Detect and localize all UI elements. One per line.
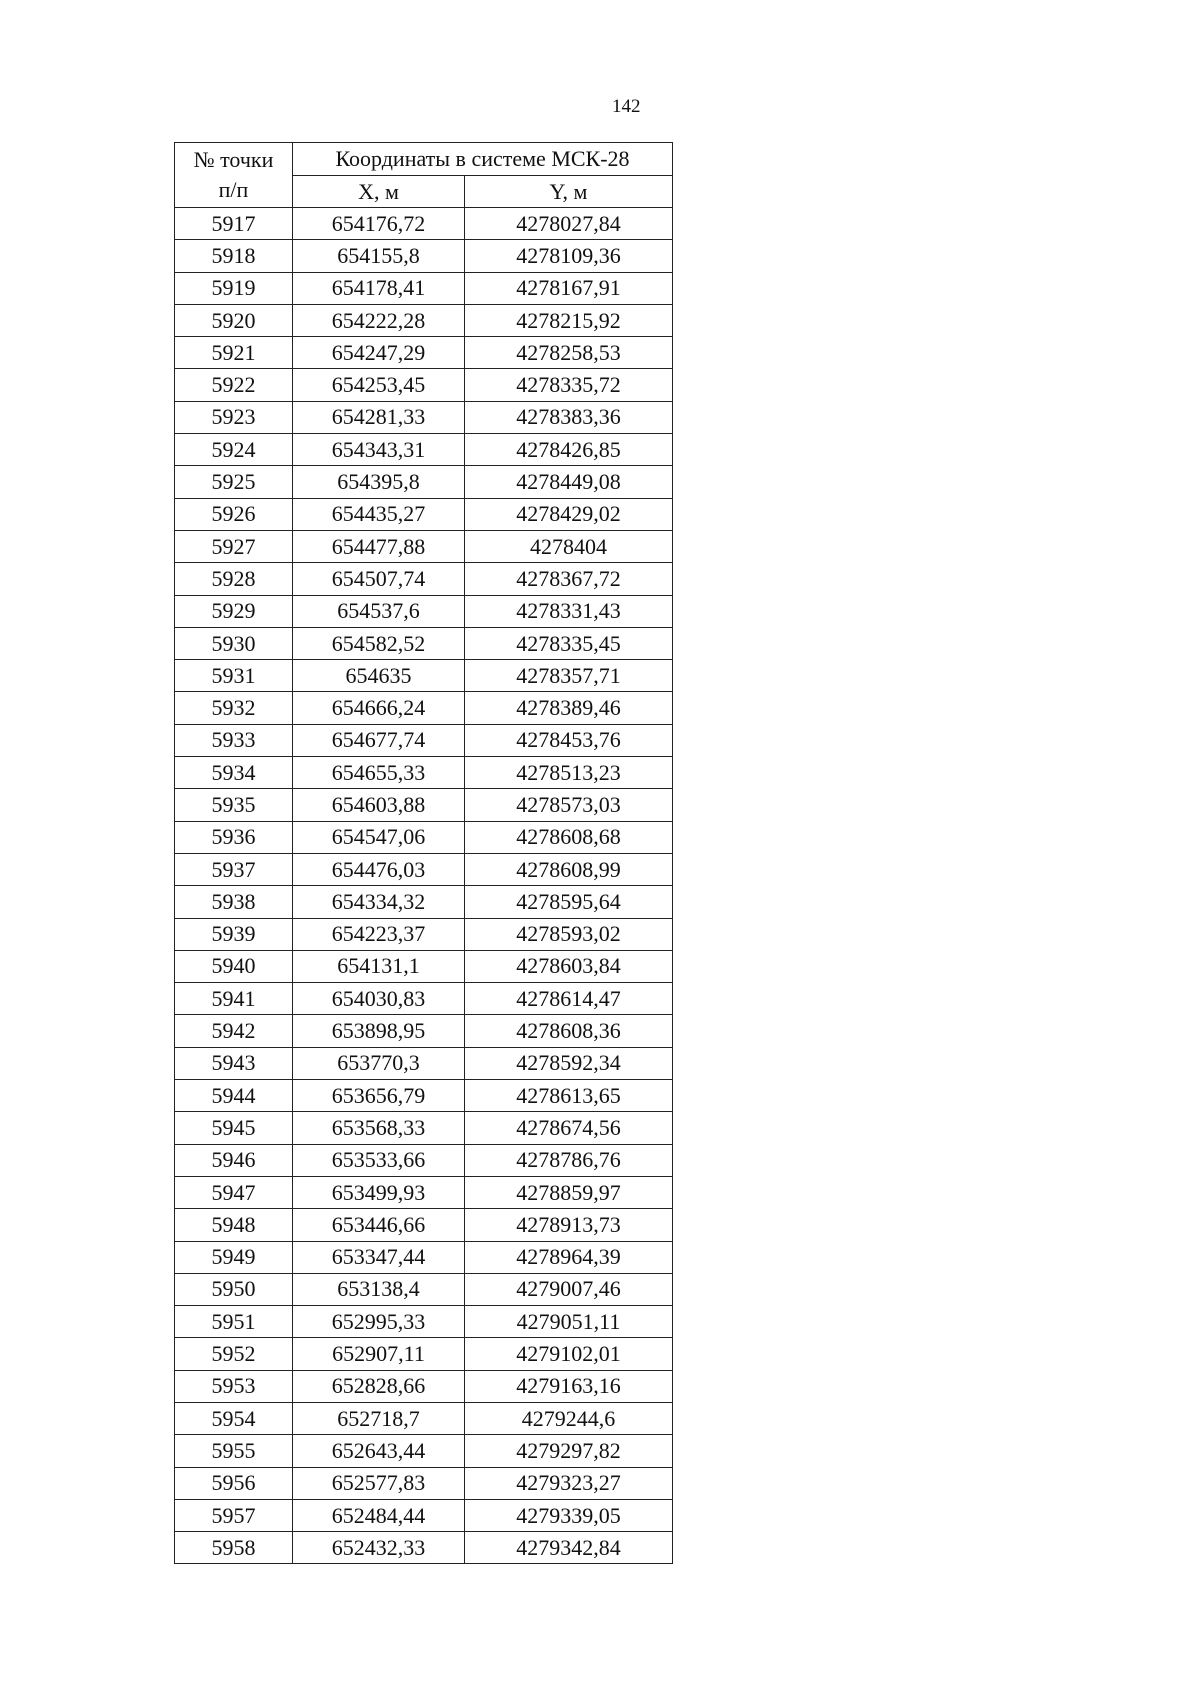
cell-y: 4278335,45: [465, 627, 673, 659]
cell-x: 653347,44: [293, 1241, 465, 1273]
cell-point-number: 5942: [175, 1015, 293, 1047]
cell-x: 654223,37: [293, 918, 465, 950]
cell-point-number: 5955: [175, 1435, 293, 1467]
table-row: [175, 821, 673, 853]
cell-x: 652907,11: [293, 1338, 465, 1370]
cell-y: 4278964,39: [465, 1241, 673, 1273]
cell-y: 4278603,84: [465, 950, 673, 982]
cell-point-number: 5947: [175, 1176, 293, 1208]
table-row: [175, 789, 673, 821]
cell-y: 4278335,72: [465, 369, 673, 401]
cell-x: 654395,8: [293, 466, 465, 498]
cell-point-number: 5926: [175, 498, 293, 530]
table-row: [175, 337, 673, 369]
cell-point-number: 5928: [175, 563, 293, 595]
table-row: [175, 886, 673, 918]
header-coordinates-group: Координаты в системе МСК-28: [293, 143, 673, 176]
table-row: [175, 918, 673, 950]
cell-y: 4278513,23: [465, 757, 673, 789]
cell-point-number: 5949: [175, 1241, 293, 1273]
table-row: [175, 1241, 673, 1273]
table-row: [175, 1080, 673, 1112]
table-row: [175, 1499, 673, 1531]
cell-y: 4278449,08: [465, 466, 673, 498]
cell-point-number: 5937: [175, 853, 293, 885]
cell-point-number: 5953: [175, 1370, 293, 1402]
cell-y: 4278215,92: [465, 304, 673, 336]
cell-point-number: 5919: [175, 272, 293, 304]
cell-y: 4278913,73: [465, 1209, 673, 1241]
cell-point-number: 5957: [175, 1499, 293, 1531]
table-row: [175, 304, 673, 336]
cell-y: 4278593,02: [465, 918, 673, 950]
cell-point-number: 5940: [175, 950, 293, 982]
table-row: [175, 498, 673, 530]
table-row: [175, 1402, 673, 1434]
table-row: [175, 530, 673, 562]
table-row: [175, 208, 673, 240]
cell-x: 654253,45: [293, 369, 465, 401]
table-row: [175, 466, 673, 498]
cell-point-number: 5956: [175, 1467, 293, 1499]
cell-x: 654477,88: [293, 530, 465, 562]
table-row: [175, 1015, 673, 1047]
cell-point-number: 5935: [175, 789, 293, 821]
cell-x: 654547,06: [293, 821, 465, 853]
cell-x: 654666,24: [293, 692, 465, 724]
cell-y: 4278595,64: [465, 886, 673, 918]
cell-point-number: 5929: [175, 595, 293, 627]
cell-x: 653138,4: [293, 1273, 465, 1305]
cell-x: 654131,1: [293, 950, 465, 982]
cell-point-number: 5917: [175, 208, 293, 240]
table-row: [175, 1144, 673, 1176]
table-row: [175, 1273, 673, 1305]
table-row: [175, 983, 673, 1015]
cell-point-number: 5939: [175, 918, 293, 950]
cell-x: 654176,72: [293, 208, 465, 240]
table-body: [175, 208, 673, 1564]
table-row: [175, 595, 673, 627]
cell-y: 4278613,65: [465, 1080, 673, 1112]
cell-y: 4278426,85: [465, 434, 673, 466]
table-row: [175, 401, 673, 433]
header-y: Y, м: [465, 176, 673, 208]
cell-x: 654247,29: [293, 337, 465, 369]
table-row: [175, 950, 673, 982]
cell-x: 654507,74: [293, 563, 465, 595]
cell-y: 4278404: [465, 530, 673, 562]
cell-x: 652484,44: [293, 1499, 465, 1531]
cell-point-number: 5954: [175, 1402, 293, 1434]
table-row: [175, 1209, 673, 1241]
cell-y: 4278608,36: [465, 1015, 673, 1047]
cell-x: 654537,6: [293, 595, 465, 627]
cell-y: 4278357,71: [465, 660, 673, 692]
cell-point-number: 5938: [175, 886, 293, 918]
cell-point-number: 5918: [175, 240, 293, 272]
cell-point-number: 5948: [175, 1209, 293, 1241]
cell-y: 4278573,03: [465, 789, 673, 821]
cell-point-number: 5930: [175, 627, 293, 659]
cell-point-number: 5932: [175, 692, 293, 724]
cell-x: 654435,27: [293, 498, 465, 530]
cell-y: 4279102,01: [465, 1338, 673, 1370]
cell-x: 654343,31: [293, 434, 465, 466]
page-number: 142: [612, 96, 641, 117]
cell-y: 4279163,16: [465, 1370, 673, 1402]
coordinates-table: [174, 142, 673, 1564]
cell-point-number: 5946: [175, 1144, 293, 1176]
cell-x: 654281,33: [293, 401, 465, 433]
header-point-number: № точки п/п: [175, 143, 293, 208]
cell-point-number: 5943: [175, 1047, 293, 1079]
cell-point-number: 5941: [175, 983, 293, 1015]
cell-y: 4278429,02: [465, 498, 673, 530]
cell-y: 4279339,05: [465, 1499, 673, 1531]
table-row: [175, 434, 673, 466]
cell-y: 4278367,72: [465, 563, 673, 595]
cell-y: 4278786,76: [465, 1144, 673, 1176]
cell-x: 654603,88: [293, 789, 465, 821]
table-row: [175, 692, 673, 724]
cell-x: 652643,44: [293, 1435, 465, 1467]
cell-point-number: 5936: [175, 821, 293, 853]
cell-point-number: 5927: [175, 530, 293, 562]
table-row: [175, 240, 673, 272]
cell-x: 652577,83: [293, 1467, 465, 1499]
cell-y: 4278027,84: [465, 208, 673, 240]
cell-point-number: 5951: [175, 1306, 293, 1338]
cell-x: 654655,33: [293, 757, 465, 789]
cell-y: 4279323,27: [465, 1467, 673, 1499]
table-row: [175, 724, 673, 756]
cell-y: 4278331,43: [465, 595, 673, 627]
cell-point-number: 5934: [175, 757, 293, 789]
cell-point-number: 5925: [175, 466, 293, 498]
cell-x: 654476,03: [293, 853, 465, 885]
cell-point-number: 5922: [175, 369, 293, 401]
cell-y: 4279342,84: [465, 1532, 673, 1564]
cell-y: 4279007,46: [465, 1273, 673, 1305]
header-x: X, м: [293, 176, 465, 208]
cell-y: 4278389,46: [465, 692, 673, 724]
cell-x: 654222,28: [293, 304, 465, 336]
table-row: [175, 853, 673, 885]
cell-x: 653446,66: [293, 1209, 465, 1241]
table-row: [175, 1435, 673, 1467]
cell-x: 654334,32: [293, 886, 465, 918]
table-row: [175, 757, 673, 789]
cell-y: 4278167,91: [465, 272, 673, 304]
table-row: [175, 369, 673, 401]
cell-x: 652995,33: [293, 1306, 465, 1338]
cell-y: 4278383,36: [465, 401, 673, 433]
cell-y: 4278608,99: [465, 853, 673, 885]
table-row: [175, 627, 673, 659]
cell-x: 654635: [293, 660, 465, 692]
table-row: [175, 1467, 673, 1499]
table-row: [175, 563, 673, 595]
cell-x: 653656,79: [293, 1080, 465, 1112]
cell-point-number: 5933: [175, 724, 293, 756]
cell-y: 4278674,56: [465, 1112, 673, 1144]
table-row: [175, 1306, 673, 1338]
cell-y: 4279297,82: [465, 1435, 673, 1467]
cell-y: 4279051,11: [465, 1306, 673, 1338]
table-row: [175, 1532, 673, 1564]
table-row: [175, 1112, 673, 1144]
cell-x: 653533,66: [293, 1144, 465, 1176]
cell-point-number: 5944: [175, 1080, 293, 1112]
cell-x: 654178,41: [293, 272, 465, 304]
cell-y: 4278859,97: [465, 1176, 673, 1208]
cell-y: 4278453,76: [465, 724, 673, 756]
cell-point-number: 5931: [175, 660, 293, 692]
cell-x: 653499,93: [293, 1176, 465, 1208]
cell-point-number: 5945: [175, 1112, 293, 1144]
cell-y: 4278109,36: [465, 240, 673, 272]
cell-point-number: 5952: [175, 1338, 293, 1370]
cell-x: 652432,33: [293, 1532, 465, 1564]
cell-x: 654155,8: [293, 240, 465, 272]
table-row: [175, 660, 673, 692]
cell-y: 4278592,34: [465, 1047, 673, 1079]
cell-x: 653898,95: [293, 1015, 465, 1047]
cell-x: 654582,52: [293, 627, 465, 659]
cell-x: 652828,66: [293, 1370, 465, 1402]
cell-point-number: 5923: [175, 401, 293, 433]
table-row: [175, 1338, 673, 1370]
cell-point-number: 5920: [175, 304, 293, 336]
cell-x: 653568,33: [293, 1112, 465, 1144]
cell-point-number: 5924: [175, 434, 293, 466]
cell-x: 652718,7: [293, 1402, 465, 1434]
cell-point-number: 5921: [175, 337, 293, 369]
cell-x: 654030,83: [293, 983, 465, 1015]
cell-x: 654677,74: [293, 724, 465, 756]
table-row: [175, 1370, 673, 1402]
cell-y: 4278258,53: [465, 337, 673, 369]
cell-y: 4278608,68: [465, 821, 673, 853]
cell-y: 4278614,47: [465, 983, 673, 1015]
cell-y: 4279244,6: [465, 1402, 673, 1434]
cell-x: 653770,3: [293, 1047, 465, 1079]
cell-point-number: 5950: [175, 1273, 293, 1305]
cell-point-number: 5958: [175, 1532, 293, 1564]
table-row: [175, 1047, 673, 1079]
table-row: [175, 272, 673, 304]
table-row: [175, 1176, 673, 1208]
